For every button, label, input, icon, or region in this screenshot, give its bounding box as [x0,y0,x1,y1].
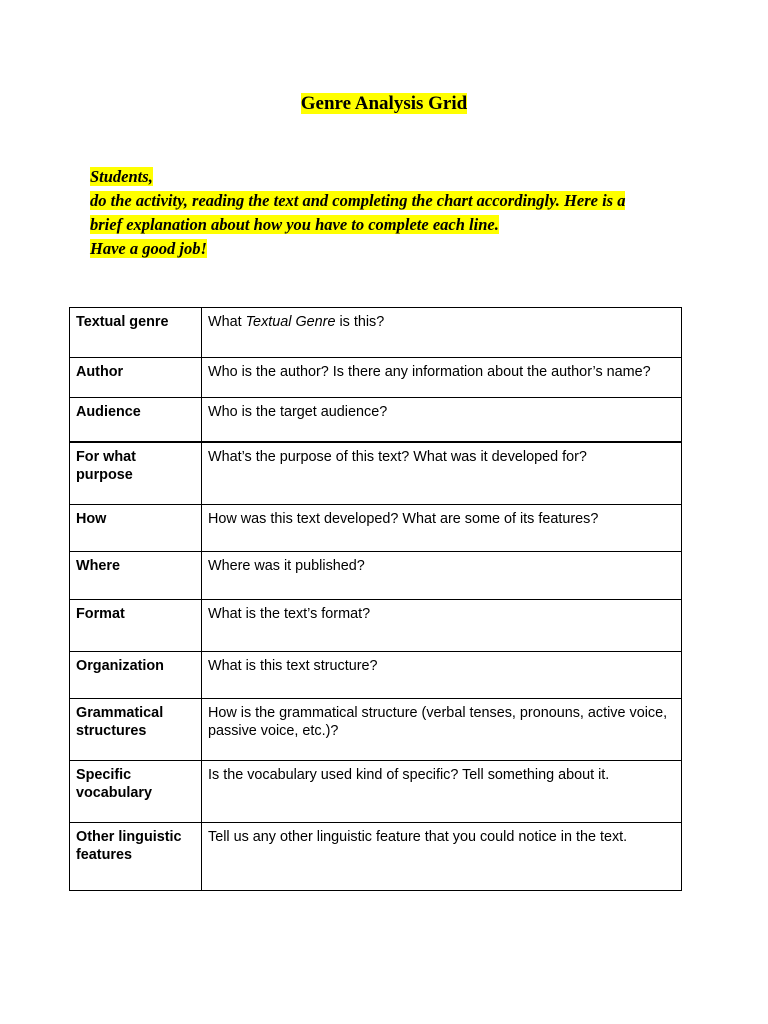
table-row [70,652,682,699]
row-question: How is the grammatical structure (verbal tenses, pronouns, active voice, passive voice, etc.)? [202,699,682,761]
question-text-pre: What [208,314,246,330]
row-question: Tell us any other linguistic feature that you could notice in the text. [202,823,682,891]
row-question: Where was it published? [202,552,682,600]
table-row [70,398,682,442]
row-label: Other linguistic features [70,823,202,891]
table-row [70,699,682,761]
row-label: Grammatical structures [70,699,202,761]
row-label: Audience [70,398,202,442]
row-label: How [70,505,202,552]
row-label: Organization [70,652,202,699]
row-label: Textual genre [70,308,202,358]
row-question: How was this text developed? What are some of its features? [202,505,682,552]
row-question: Who is the author? Is there any information about the author’s name? [202,358,682,398]
table-row [70,600,682,652]
row-question: What’s the purpose of this text? What was it developed for? [202,442,682,505]
row-question: Is the vocabulary used kind of specific? Tell something about it. [202,761,682,823]
table-row [70,552,682,600]
table-row [70,442,682,505]
row-label: Format [70,600,202,652]
row-question [202,308,682,358]
table-row [70,358,682,398]
table-row [70,761,682,823]
intro-line-closing: Have a good job! [90,239,207,258]
question-text-emphasis: Textual Genre [245,314,336,330]
row-question: What is this text structure? [202,652,682,699]
page-title [0,92,768,116]
genre-analysis-table [69,307,682,891]
row-question: What is the text’s format? [202,600,682,652]
table-row [70,823,682,891]
row-question: Who is the target audience? [202,398,682,442]
row-label: Author [70,358,202,398]
intro-line-instructions-1: do the activity, reading the text and completing the chart accordingly. Here is a [90,191,626,210]
title-text: Genre Analysis Grid [300,93,468,114]
intro-line-instructions-2: brief explanation about how you have to complete each line. [90,215,499,234]
row-label: Specific vocabulary [70,761,202,823]
row-label: For what purpose [70,442,202,505]
intro-paragraph [90,165,690,261]
question-text-post: is this? [335,314,385,330]
intro-line-greeting: Students, [90,167,153,186]
table-row [70,505,682,552]
row-label: Where [70,552,202,600]
table-row [70,308,682,358]
